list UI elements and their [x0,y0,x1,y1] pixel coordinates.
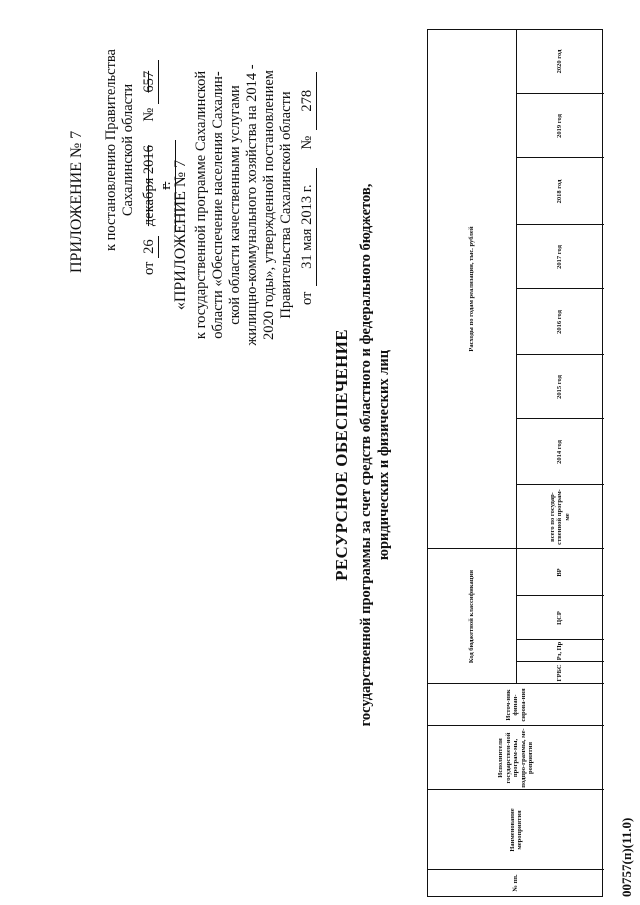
appendix-new-from: от [141,261,157,275]
appendix-old-date: 31 мая 2013 г. [299,168,317,286]
document-code: 00757(п)(11.0) [619,817,634,897]
appendix-new-day: 26 [141,236,159,258]
appendix-new-month-year: декабря 2016 г. [141,140,176,232]
col-year-header: 2019 год [556,114,564,138]
appendix-old-line: к государственной программе Сахалинской [193,70,209,340]
appendix-old-line: жилищно-коммунального хозяйства на 2014 - [244,64,260,346]
heading-main: РЕСУРСНОЕ ОБЕСПЕЧЕНИЕ [332,329,351,581]
appendix-old-line: области «Обеспечение населения Сахалин- [210,71,226,339]
col-no-header: № пп. [512,874,520,892]
col-exec-header: Исполнители государствен-ной програм-мы, подпро-граммы, ме-роприятия [497,728,535,788]
appendix-new-line1: к постановлению Правительства [103,49,119,251]
appendix-new-block [68,25,176,275]
document-heading [333,175,393,735]
appendix-old-lines [193,25,295,385]
appendix-old-num-prefix: № [299,135,315,150]
appendix-new-dateline [141,25,176,275]
appendix-new-line2: Сахалинской области [120,83,136,217]
col-year-header: 2014 год [556,440,564,464]
col-csr-header: ЦСР [556,611,564,625]
resource-table [427,29,603,897]
heading-line3: юридических и физических лиц [376,349,392,561]
heading-line2: государственной программы за счет средств областного и федерального бюджетов, [358,183,374,727]
col-source-header: Источ-ник финан-сирова-ния [504,688,527,722]
col-budget-code-header: Код бюджетной классификации [468,569,476,664]
col-year-header: 2020 год [556,49,564,74]
appendix-new-title: ПРИЛОЖЕНИЕ № 7 [68,130,85,273]
col-rzpr-header: Рз, Пр [556,641,564,661]
appendix-new-num-prefix: № [141,107,157,122]
col-year-header: 2017 год [556,245,564,269]
col-year-header: 2015 год [556,375,564,399]
appendix-old-number: 278 [299,72,317,130]
col-year-header: 2018 год [556,179,564,204]
appendix-old-title: «ПРИЛОЖЕНИЕ № 7 [172,159,189,311]
appendix-old-line: Правительства Сахалинской области [278,91,294,319]
col-year-header: 2016 год [556,310,564,334]
col-expenses-header: Расходы по годам реализации, тыс. рублей [468,226,476,352]
appendix-old-from: от [299,291,315,305]
appendix-old-block [172,25,317,385]
col-total-header: всего по государ-ственной програм-ме [548,489,571,545]
appendix-new-number: 657 [141,60,159,104]
col-vr-header: ВР [556,568,564,577]
appendix-old-line: ской области качественными услугами [227,85,243,325]
col-grbs-header: ГРБС [556,664,564,682]
appendix-old-line: 2020 годы», утвержденной постановлением [261,70,277,340]
col-name-header: Наименование мероприятия [508,808,523,852]
appendix-old-dateline [299,25,317,385]
